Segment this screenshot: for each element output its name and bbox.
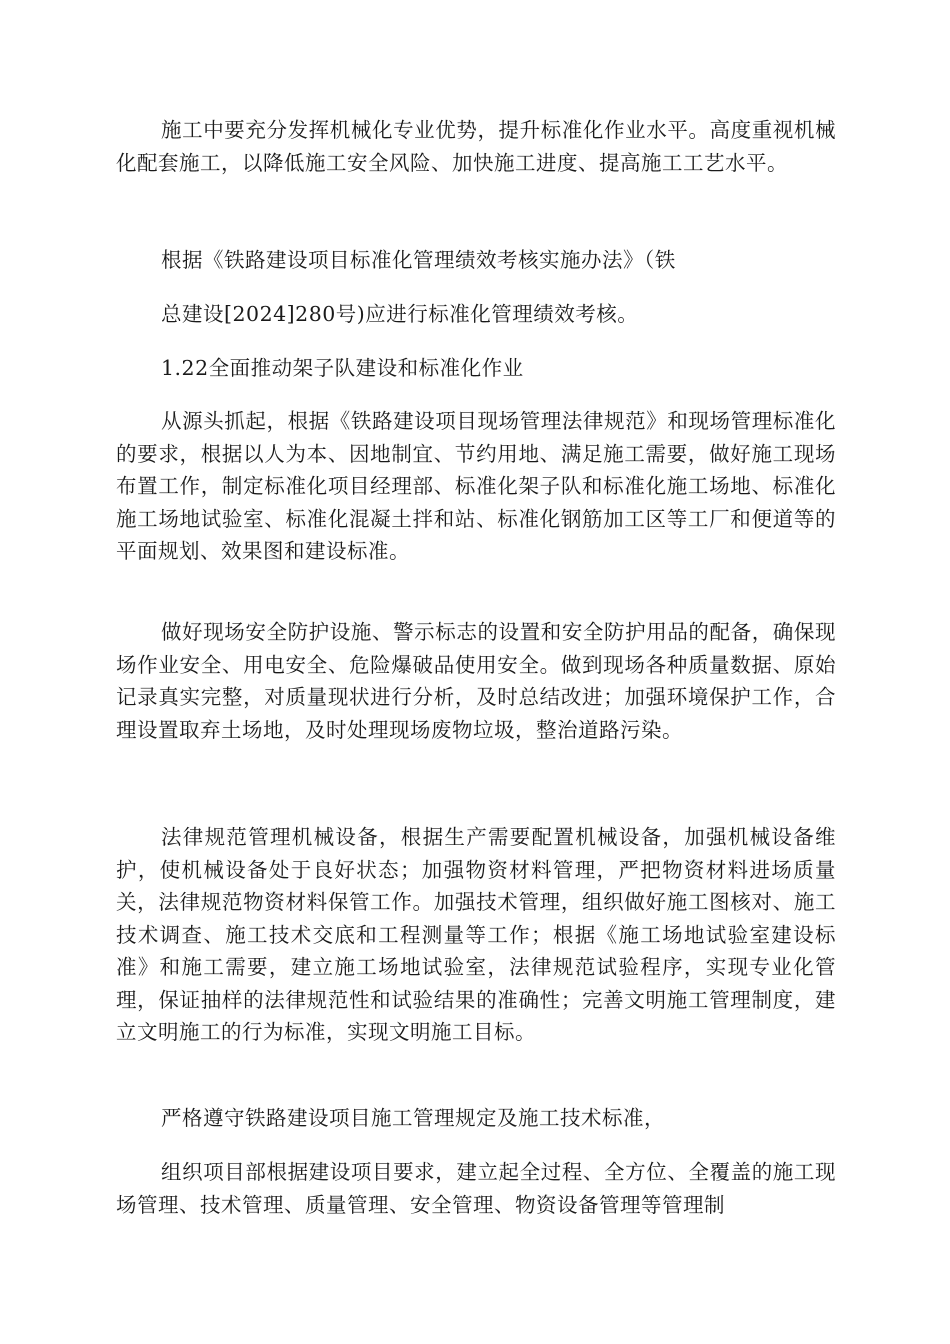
section-heading: 1.22全面推动架子队建设和标准化作业 (161, 356, 524, 380)
paragraph-mechanization: 施工中要充分发挥机械化专业优势，提升标准化作业水平。高度重视机械化配套施工，以降低施工安全风险、加快施工进度、提高施工工艺水平。 (116, 118, 836, 175)
paragraph-assessment-document: 总建设[2024]280号)应进行标准化管理绩效考核。 (161, 302, 639, 326)
paragraph-safety-protection: 做好现场安全防护设施、警示标志的设置和安全防护用品的配备，确保现场作业安全、用电安全、危险爆破品使用安全。做到现场各种质量数据、原始记录真实完整，对质量现状进行分析，及时总结改进；加强环境保护工作，合理设置取弃土场地，及时处理现场废物垃圾，整治道路污染。 (116, 620, 836, 742)
paragraph-assessment-method: 根据《铁路建设项目标准化管理绩效考核实施办法》（铁 (161, 248, 676, 272)
paragraph-project-organization: 组织项目部根据建设项目要求，建立起全过程、全方位、全覆盖的施工现场管理、技术管理、质量管理、安全管理、物资设备管理等管理制 (116, 1160, 836, 1217)
paragraph-compliance: 严格遵守铁路建设项目施工管理规定及施工技术标准， (161, 1106, 665, 1130)
paragraph-equipment-management: 法律规范管理机械设备，根据生产需要配置机械设备，加强机械设备维护，使机械设备处于良好状态；加强物资材料管理，严把物资材料进场质量关，法律规范物资材料保管工作。加强技术管理，组织做好施工图核对、施工技术调查、施工技术交底和工程测量等工作；根据《施工场地试验室建设标准》和施工需要，建立施工场地试验室，法律规范试验程序，实现专业化管理，保证抽样的法律规范性和试验结果的准确性；完善文明施工管理制度，建立文明施工的行为标准，实现文明施工目标。 (116, 825, 836, 1044)
paragraph-site-management: 从源头抓起，根据《铁路建设项目现场管理法律规范》和现场管理标准化的要求，根据以人为本、因地制宜、节约用地、满足施工需要，做好施工现场布置工作，制定标准化项目经理部、标准化架子队和标准化施工场地、标准化施工场地试验室、标准化混凝土拌和站、标准化钢筋加工区等工厂和便道等的平面规划、效果图和建设标准。 (116, 409, 836, 563)
